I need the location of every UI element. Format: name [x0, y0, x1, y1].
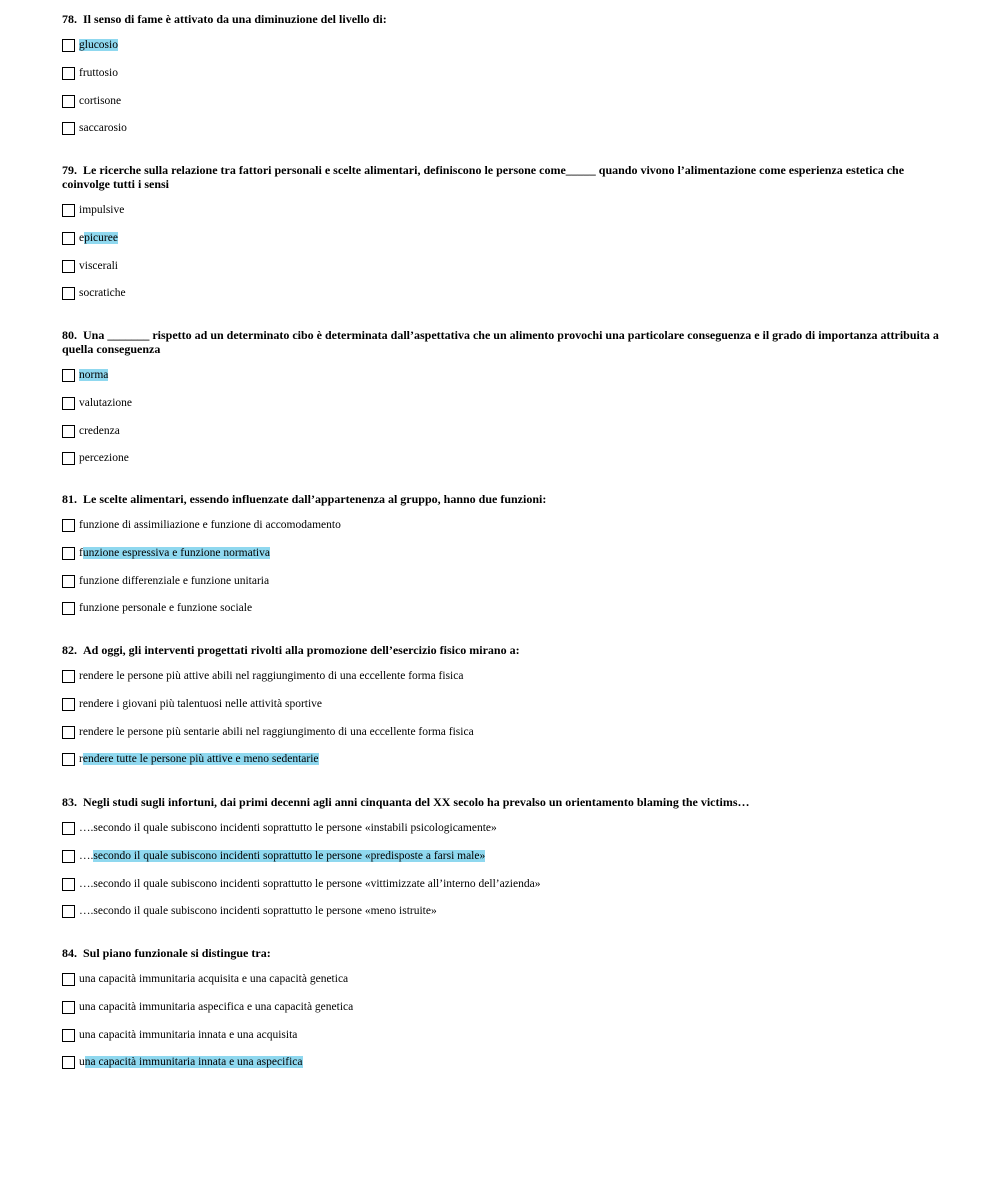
options-list [62, 820, 942, 920]
options-list [62, 37, 942, 137]
checkbox[interactable] [62, 670, 75, 683]
checkbox[interactable] [62, 204, 75, 217]
checkbox[interactable] [62, 287, 75, 300]
option-label: funzione differenziale e funzione unitaria [79, 574, 270, 587]
question-84 [62, 946, 942, 1082]
checkbox[interactable] [62, 232, 75, 245]
option-instabili[interactable] [62, 820, 942, 837]
question-title [62, 12, 942, 26]
checkbox[interactable] [62, 1029, 75, 1042]
option-label: ….secondo il quale subiscono incidenti soprattutto le persone «instabili psicologicamente» [79, 822, 497, 834]
question-text: Le ricerche sulla relazione tra fattori personali e scelte alimentari, definiscono le persone come_____ quando vivono l’alimentazione come esperienza estetica che coinvolge tutti i sensi [62, 163, 905, 191]
question-number: 78. [62, 12, 77, 26]
option-label: una capacità immunitaria innata e una acquisita [79, 1028, 298, 1041]
checkbox[interactable] [62, 698, 75, 711]
question-text: Sul piano funzionale si distingue tra: [83, 946, 271, 960]
highlight: unzione espressiva e funzione normativa [82, 546, 270, 559]
question-83 [62, 795, 942, 931]
option-label: una capacità immunitaria innata e una aspecifica [79, 1056, 303, 1069]
question-title [62, 163, 942, 191]
question-title [62, 643, 942, 657]
option-percezione[interactable] [62, 450, 942, 467]
options-list [62, 367, 942, 467]
question-number: 80. [62, 328, 77, 342]
question-number: 84. [62, 946, 77, 960]
question-82 [62, 643, 942, 779]
option-label: rendere le persone più attive abili nel raggiungimento di una eccellente forma fisica [79, 670, 464, 682]
option-saccarosio[interactable] [62, 120, 942, 137]
checkbox[interactable] [62, 122, 75, 135]
option-norma[interactable] [62, 367, 942, 384]
checkbox[interactable] [62, 397, 75, 410]
option-label: fruttosio [79, 66, 118, 79]
checkbox[interactable] [62, 39, 75, 52]
checkbox[interactable] [62, 369, 75, 382]
question-80 [62, 328, 942, 478]
checkbox[interactable] [62, 822, 75, 835]
highlight: glucosio [79, 39, 118, 51]
question-text: Il senso di fame è attivato da una diminuzione del livello di: [83, 12, 387, 26]
options-list [62, 971, 942, 1071]
option-personale[interactable] [62, 600, 942, 617]
option-label: viscerali [79, 259, 118, 272]
checkbox[interactable] [62, 67, 75, 80]
option-label: rendere le persone più sentarie abili nel raggiungimento di una eccellente forma fisica [79, 725, 474, 738]
option-label: cortisone [79, 94, 122, 107]
option-label: funzione di assimiliazione e funzione di accomodamento [79, 519, 341, 531]
question-79 [62, 163, 942, 313]
option-credenza[interactable] [62, 423, 942, 440]
question-title [62, 328, 942, 356]
question-text: Ad oggi, gli interventi progettati rivolti alla promozione dell’esercizio fisico mirano a: [83, 643, 520, 657]
checkbox[interactable] [62, 575, 75, 588]
checkbox[interactable] [62, 878, 75, 891]
option-epicuree[interactable] [62, 230, 942, 247]
option-label: ….secondo il quale subiscono incidenti soprattutto le persone «meno istruite» [79, 905, 437, 918]
option-label: saccarosio [79, 122, 127, 135]
option-espressiva[interactable] [62, 545, 942, 562]
question-78 [62, 12, 942, 148]
checkbox[interactable] [62, 260, 75, 273]
option-label: funzione personale e funzione sociale [79, 602, 253, 615]
option-label [79, 368, 108, 383]
option-label: valutazione [79, 396, 133, 409]
option-vittimizzate[interactable] [62, 876, 942, 893]
option-innata-aspecifica[interactable] [62, 1054, 942, 1071]
option-glucosio[interactable] [62, 37, 942, 54]
option-socratiche[interactable] [62, 285, 942, 302]
checkbox[interactable] [62, 1056, 75, 1069]
checkbox[interactable] [62, 452, 75, 465]
checkbox[interactable] [62, 425, 75, 438]
option-label: socratiche [79, 287, 126, 300]
checkbox[interactable] [62, 973, 75, 986]
option-assimilazione[interactable] [62, 517, 942, 534]
options-list [62, 202, 942, 302]
option-attive-abili[interactable] [62, 668, 942, 685]
checkbox[interactable] [62, 602, 75, 615]
option-meno-istruite[interactable] [62, 903, 942, 920]
option-label: ….secondo il quale subiscono incidenti soprattutto le persone «predisposte a farsi male» [79, 849, 486, 862]
question-number: 79. [62, 163, 77, 177]
option-label: percezione [79, 452, 129, 465]
highlight: endere tutte le persone più attive e meno sedentarie [82, 753, 319, 766]
checkbox[interactable] [62, 905, 75, 918]
option-acquisita-genetica[interactable] [62, 971, 942, 988]
checkbox[interactable] [62, 726, 75, 739]
option-aspecifica-genetica[interactable] [62, 999, 942, 1016]
option-predisposte[interactable] [62, 848, 942, 865]
option-label: rendere tutte le persone più attive e meno sedentarie [79, 753, 319, 766]
options-list [62, 668, 942, 768]
question-text: Una _______ rispetto ad un determinato cibo è determinata dall’aspettativa che un alimento provochi una particolare conseguenza e il grado di importanza attribuita a quella conseguenza [62, 328, 939, 356]
checkbox[interactable] [62, 1001, 75, 1014]
question-text: Le scelte alimentari, essendo influenzate dall’appartenenza al gruppo, hanno due funzioni: [83, 492, 547, 506]
option-innata-acquisita[interactable] [62, 1027, 942, 1044]
question-number: 81. [62, 492, 77, 506]
highlight: picuree [84, 231, 118, 244]
question-title [62, 946, 942, 960]
highlight: secondo il quale subiscono incidenti soprattutto le persone «predisposte a farsi male» [93, 849, 486, 862]
option-label: ….secondo il quale subiscono incidenti soprattutto le persone «vittimizzate all’interno dell’azienda» [79, 877, 541, 890]
question-title [62, 492, 942, 506]
question-number: 83. [62, 795, 77, 809]
question-81 [62, 492, 942, 628]
option-label: impulsive [79, 204, 125, 216]
checkbox[interactable] [62, 95, 75, 108]
option-label: credenza [79, 424, 120, 437]
highlight: norma [79, 369, 109, 381]
checkbox[interactable] [62, 753, 75, 766]
option-label: una capacità immunitaria acquisita e una capacità genetica [79, 973, 349, 985]
highlight: na capacità immunitaria innata e una aspecifica [84, 1056, 303, 1069]
option-label: epicuree [79, 231, 118, 244]
option-giovani[interactable] [62, 696, 942, 713]
checkbox[interactable] [62, 519, 75, 532]
option-label: una capacità immunitaria aspecifica e una capacità genetica [79, 1000, 354, 1013]
options-list [62, 517, 942, 617]
option-sentarie[interactable] [62, 724, 942, 741]
option-valutazione[interactable] [62, 395, 942, 412]
option-cortisone[interactable] [62, 93, 942, 110]
checkbox[interactable] [62, 850, 75, 863]
option-label [79, 38, 118, 53]
option-impulsive[interactable] [62, 202, 942, 219]
option-viscerali[interactable] [62, 258, 942, 275]
checkbox[interactable] [62, 547, 75, 560]
option-fruttosio[interactable] [62, 65, 942, 82]
option-label: funzione espressiva e funzione normativa [79, 546, 270, 559]
question-title [62, 795, 942, 809]
option-meno-sedentarie[interactable] [62, 751, 942, 768]
option-differenziale[interactable] [62, 573, 942, 590]
question-number: 82. [62, 643, 77, 657]
option-label: rendere i giovani più talentuosi nelle attività sportive [79, 697, 323, 710]
question-text: Negli studi sugli infortuni, dai primi decenni agli anni cinquanta del XX secolo ha prevalso un orientamento blaming the victims… [83, 795, 750, 809]
